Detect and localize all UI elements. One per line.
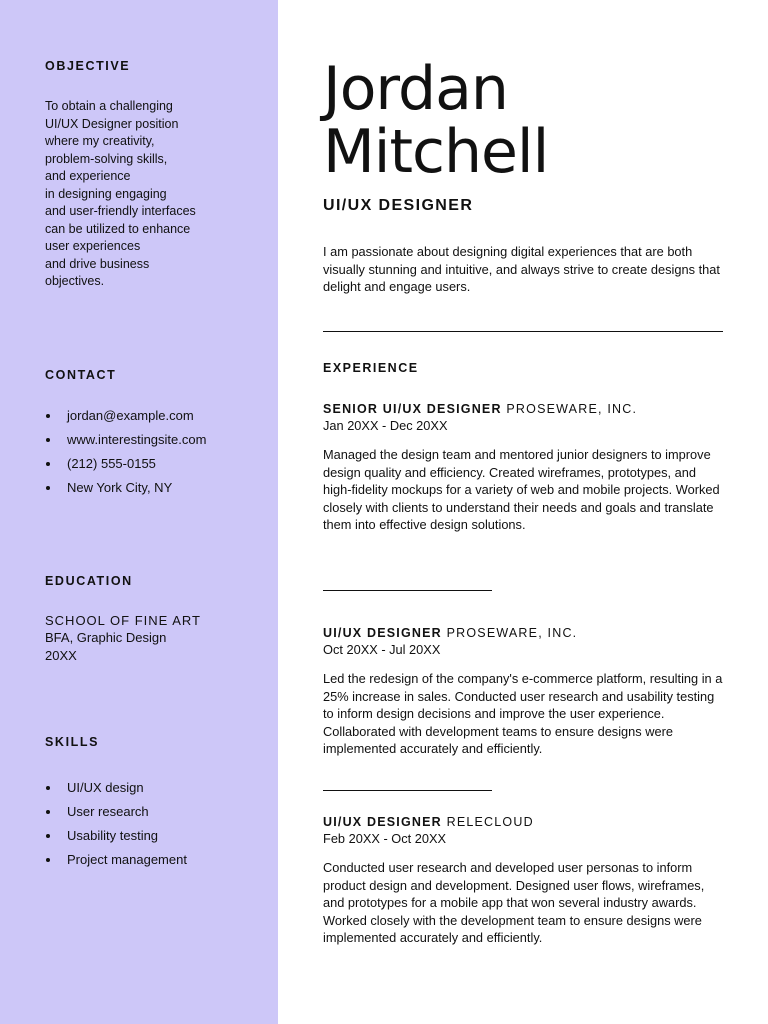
contact-website[interactable]: www.interestingsite.com [45,432,245,456]
contact-phone: (212) 555-0155 [45,456,245,480]
last-name: Mitchell [323,117,549,187]
experience-role: SENIOR UI/UX DESIGNER [323,402,502,416]
skill-item: Usability testing [45,828,245,852]
objective-line: and user-friendly interfaces [45,204,196,218]
objective-line: UI/UX Designer position [45,116,179,131]
skill-item: UI/UX design [45,780,245,804]
objective-section [45,59,245,291]
education-heading: EDUCATION [45,574,133,588]
objective-line: where my creativity, [45,134,155,148]
skills-section [45,735,245,876]
candidate-name [323,54,549,187]
objective-heading: OBJECTIVE [45,59,131,73]
sidebar [0,0,278,1024]
section-divider [323,331,723,332]
job-title-heading: UI/UX DESIGNER [323,197,474,214]
experience-divider [323,790,492,791]
experience-role: UI/UX DESIGNER [323,815,442,829]
objective-line: To obtain a challenging [45,99,173,113]
experience-role-line [323,814,723,830]
experience-description: Conducted user research and developed user personas to inform product design and development. Designed user flows, wireframes, and prototypes for a mobile app that won several industry awards. Worked closely with the development team to ensure designs were implemented accurately and efficiently. [323,860,705,945]
experience-role-line [323,625,723,641]
objective-line: can be utilized to enhance [45,221,191,236]
first-name: Jordan [323,54,508,124]
experience-dates: Jan 20XX - Dec 20XX [323,418,448,433]
experience-dates: Feb 20XX - Oct 20XX [323,831,447,846]
contact-heading: CONTACT [45,368,117,382]
skill-item: User research [45,804,245,828]
experience-role: UI/UX DESIGNER [323,626,442,640]
objective-line: and experience [45,169,131,183]
contact-email[interactable]: jordan@example.com [45,408,245,432]
objective-text [45,98,245,291]
education-year: 20XX [45,648,77,663]
education-section [45,574,245,665]
objective-line: problem-solving skills, [45,151,168,166]
contact-section [45,368,245,504]
experience-description: Managed the design team and mentored junior designers to improve design quality and efficiency. Created wireframes, prototypes, and high-fidelity mockups for a variety of web and mobile projects. Worked closely with clients to understand their needs and goals and translate them into effective design solutions. [323,447,720,532]
contact-list [45,408,245,504]
contact-location: New York City, NY [45,480,245,504]
skill-item: Project management [45,852,245,876]
experience-company: PROSEWARE, INC. [506,402,638,416]
education-degree: BFA, Graphic Design [45,630,167,645]
experience-heading: EXPERIENCE [323,361,419,375]
experience-role-line [323,401,723,417]
objective-line: objectives. [45,274,105,288]
experience-divider [323,590,492,591]
profile-summary: I am passionate about designing digital experiences that are both visually stunning and intuitive, and always strive to create designs that delight and engage users. [323,244,720,294]
experience-dates: Oct 20XX - Jul 20XX [323,642,441,657]
skills-list [45,780,245,876]
experience-item [323,625,723,758]
objective-line: user experiences [45,239,141,253]
objective-line: in designing engaging [45,186,167,201]
experience-description: Led the redesign of the company's e-commerce platform, resulting in a 25% increase in sales. Conducted user research and usability testing to inform design decisions and improve the user experience. Collaborated with development teams to ensure designs were implemented accurately and efficiently. [323,671,723,756]
experience-company: RELECLOUD [446,815,534,829]
experience-company: PROSEWARE, INC. [446,626,578,640]
education-school: SCHOOL OF FINE ART [45,613,201,628]
education-details [45,613,245,665]
skills-heading: SKILLS [45,735,100,749]
experience-item [323,814,723,947]
objective-line: and drive business [45,256,150,271]
experience-item [323,401,723,534]
